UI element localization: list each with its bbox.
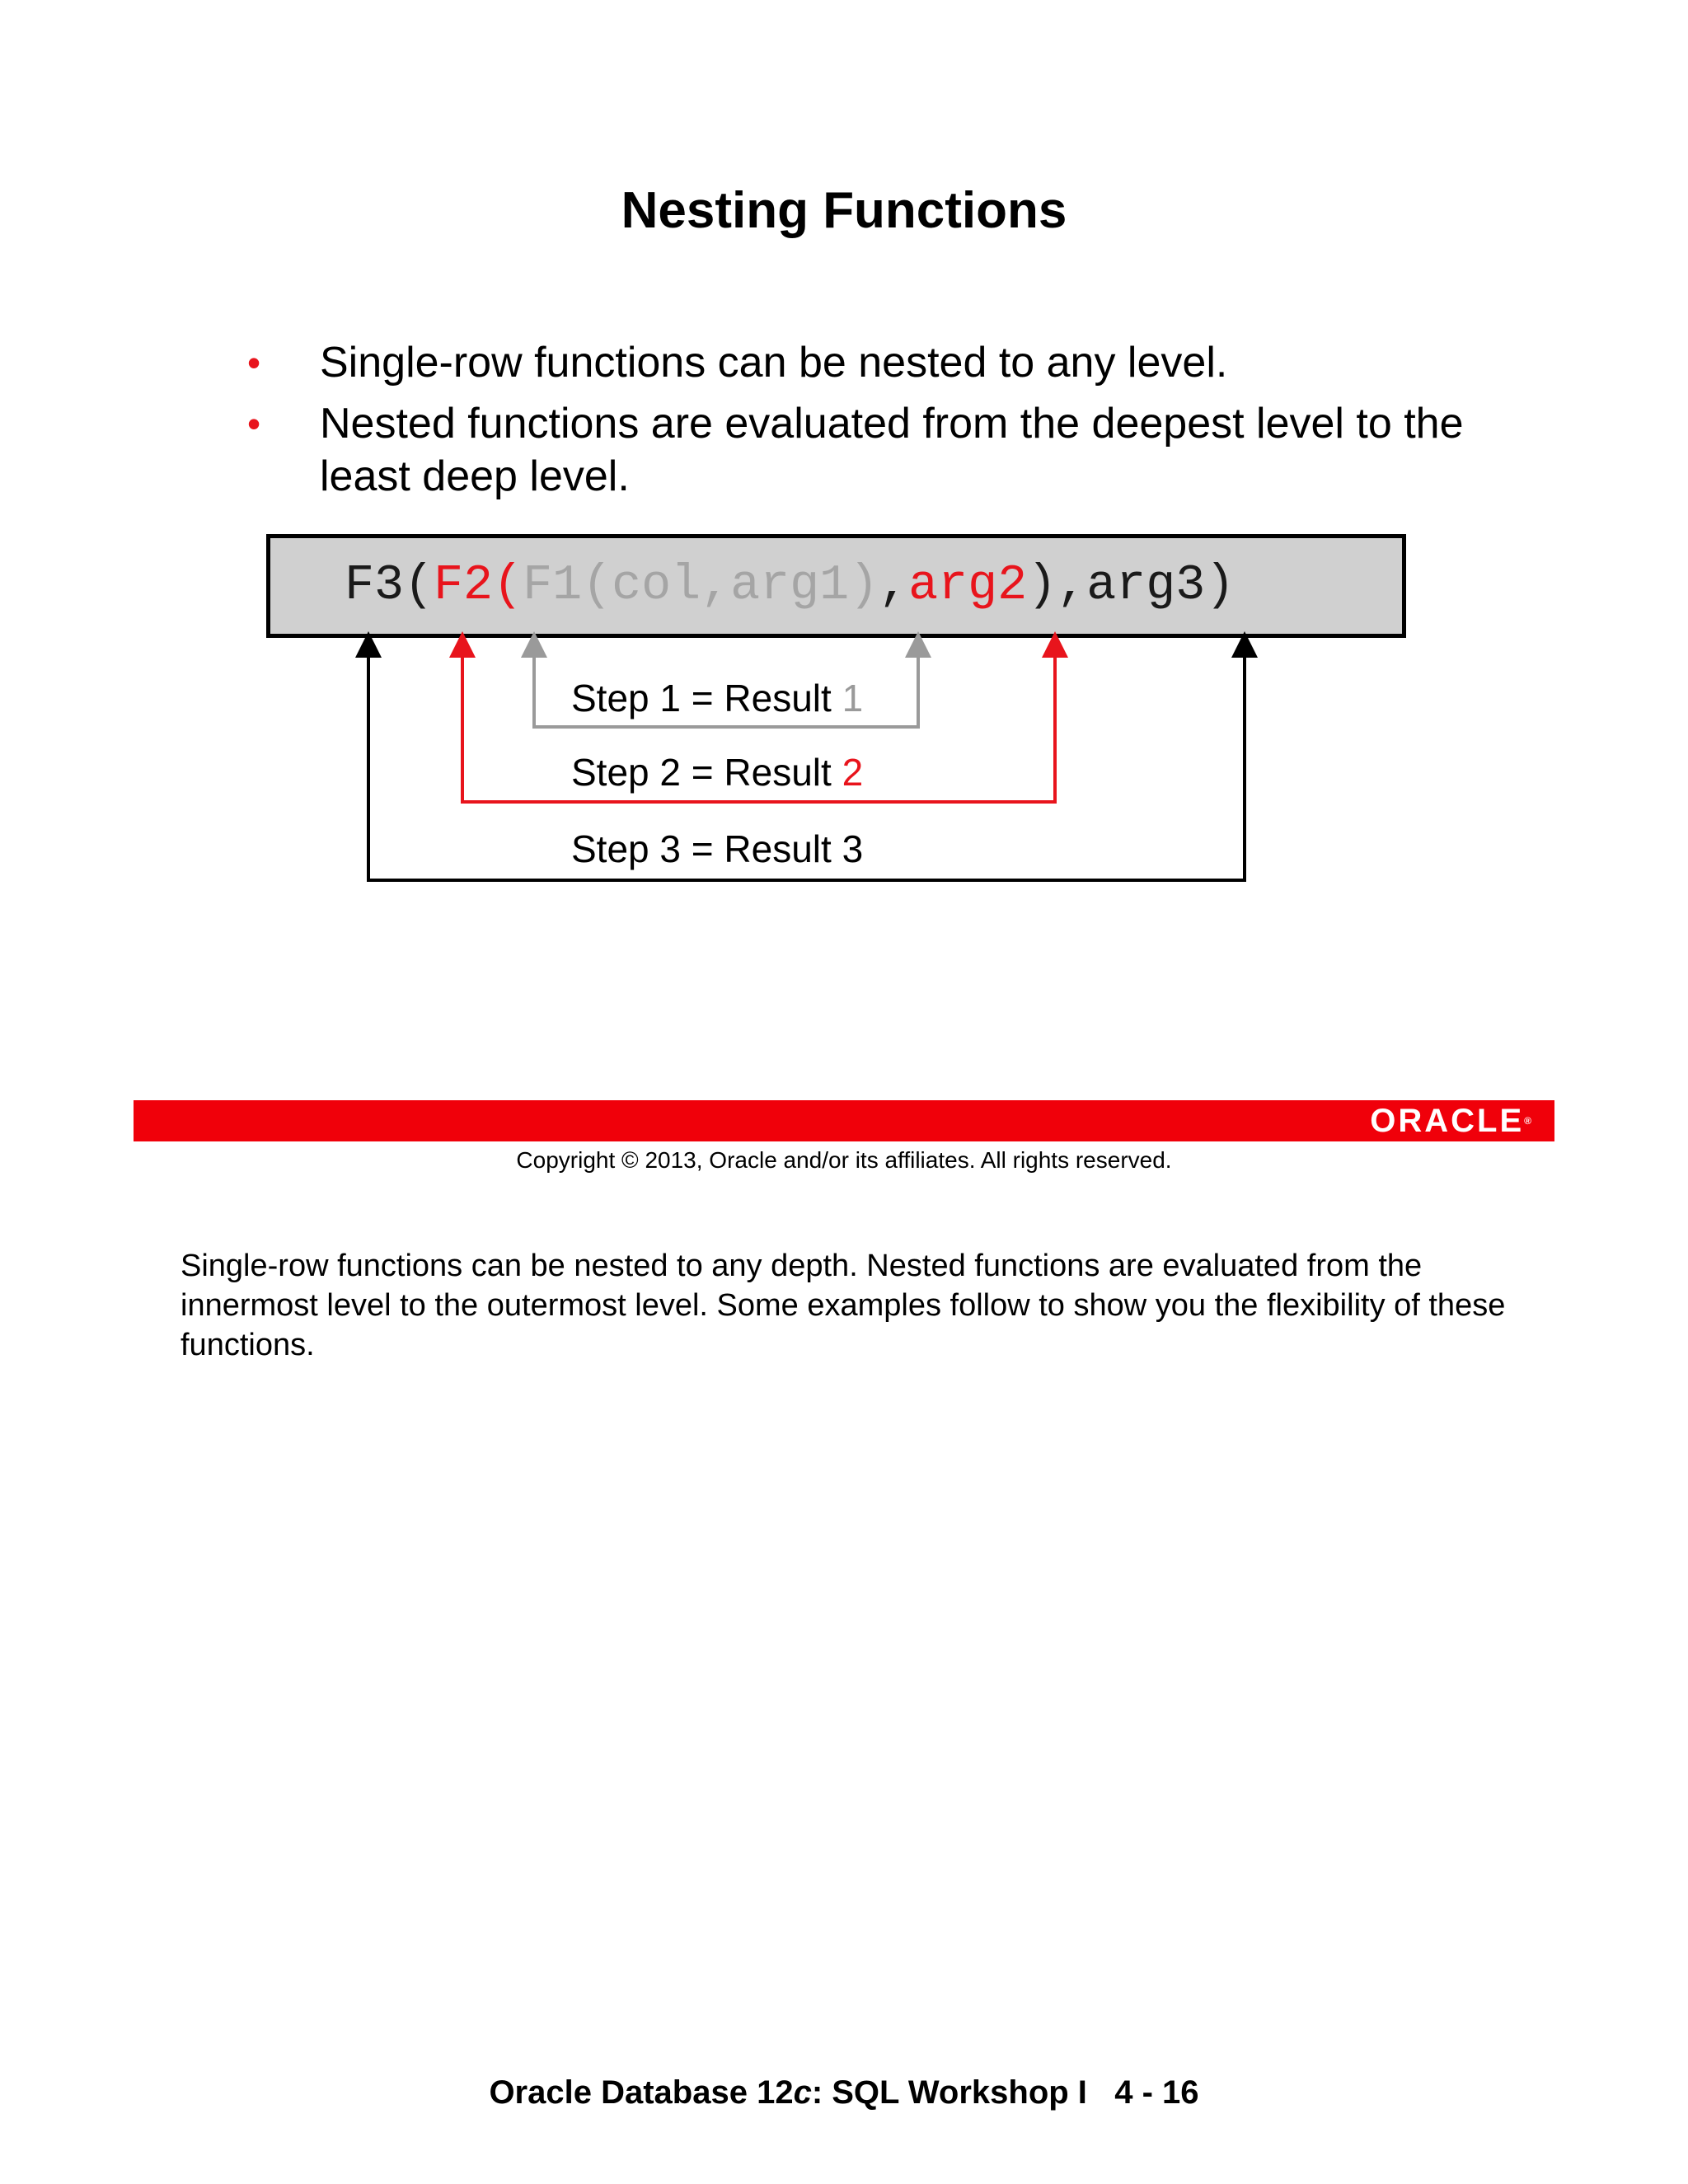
step-1-label <box>571 675 863 721</box>
f2-open: F2( <box>434 558 523 614</box>
slide-title: Nesting Functions <box>621 182 1067 239</box>
logo-text: ORACLE <box>1370 1103 1525 1139</box>
page-number: 4 - 16 <box>1114 2074 1199 2111</box>
step-text: Step 2 = Result <box>571 751 842 794</box>
copyright-notice: Copyright © 2013, Oracle and/or its affiliates. All rights reserved. <box>516 1147 1172 1173</box>
step-text: Step 1 = Result <box>571 677 842 719</box>
arg2: arg2 <box>908 558 1028 614</box>
page-footer <box>0 2072 1688 2113</box>
step-3-label <box>571 826 863 872</box>
speaker-notes: Single-row functions can be nested to any depth. Nested functions are evaluated from the innermost level to the outermost level. Some examples follow to show you the flexibility of these functions. <box>181 1249 1506 1362</box>
bullet-text: Single-row functions can be nested to any level. <box>320 339 1228 387</box>
oracle-logo <box>1370 1103 1531 1139</box>
closing-args: ),arg3) <box>1027 558 1236 614</box>
bullet-marker: • <box>247 341 261 384</box>
footer-italic: c <box>793 2074 812 2111</box>
step-number: 2 <box>842 751 864 794</box>
footer-red-bar <box>134 1100 1554 1141</box>
bullet-marker: • <box>247 402 261 445</box>
step-number: 3 <box>842 827 864 870</box>
logo-mark: ® <box>1524 1115 1531 1127</box>
f1-call: F1(col,arg1) <box>523 558 879 614</box>
footer-prefix: Oracle Database 12 <box>489 2074 794 2111</box>
bullet-text: Nested functions are evaluated from the deepest level to the least deep level. <box>320 400 1464 500</box>
step-2-label <box>571 749 863 795</box>
f3-open: F3( <box>345 558 434 614</box>
comma: , <box>879 558 909 614</box>
step-text: Step 3 = Result <box>571 827 842 870</box>
footer-suffix: : SQL Workshop I <box>811 2074 1087 2111</box>
step-number: 1 <box>842 677 864 719</box>
